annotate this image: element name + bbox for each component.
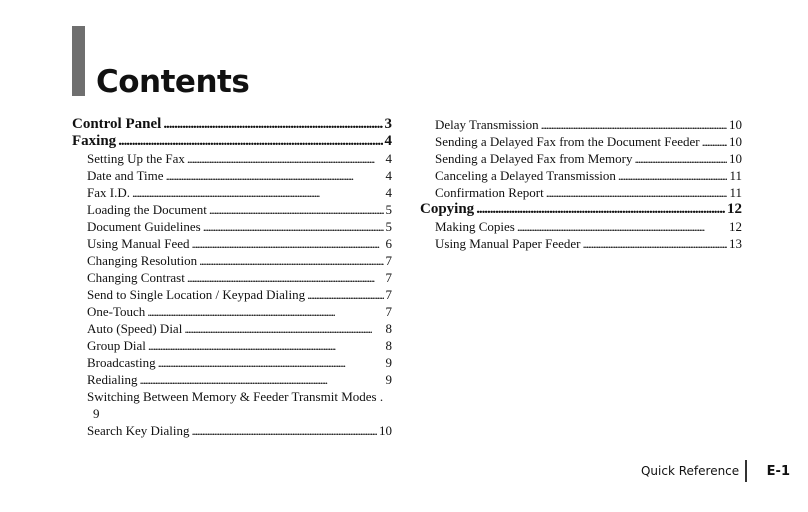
toc-entry[interactable]: [72, 303, 392, 320]
toc-entry-page: 9: [93, 406, 100, 421]
toc-dot-leader: [158, 354, 384, 371]
toc-entry-label: Redialing: [87, 372, 138, 387]
toc-entry-wrapped[interactable]: [72, 388, 392, 422]
toc-entry-label: Confirmation Report: [435, 185, 544, 200]
toc-dot-leader: [199, 252, 383, 269]
toc-entry[interactable]: [72, 354, 392, 371]
toc-dot-leader: [546, 184, 728, 201]
toc-entry[interactable]: [72, 201, 392, 218]
toc-entry-page: 10: [379, 423, 392, 438]
toc-entry-label: Canceling a Delayed Transmission: [435, 168, 616, 183]
toc-dot-leader: [583, 235, 728, 252]
toc-entry-page: 9: [385, 372, 392, 387]
toc-entry[interactable]: [72, 371, 392, 388]
toc-entry[interactable]: [420, 133, 742, 150]
toc-entry-page: 10: [729, 117, 742, 132]
toc-entry-label: Document Guidelines: [87, 219, 201, 234]
toc-dot-leader: [618, 167, 728, 184]
toc-entry[interactable]: [72, 286, 392, 303]
toc-right-list: [420, 116, 742, 252]
toc-entry-page: 8: [385, 338, 392, 353]
toc-entry-label: Search Key Dialing: [87, 423, 190, 438]
footer-divider: [745, 460, 747, 482]
toc-entry[interactable]: [72, 337, 392, 354]
footer-section-label: Quick Reference: [640, 464, 740, 478]
toc-entry[interactable]: [72, 150, 392, 167]
toc-entry-label: Changing Contrast: [87, 270, 185, 285]
toc-entry-page: 10: [729, 151, 742, 166]
toc-entry-page: 7: [385, 287, 392, 302]
toc-entry-label: Faxing: [72, 133, 117, 149]
toc-entry-label: Switching Between Memory & Feeder Transmit Modes .: [87, 389, 384, 404]
toc-entry-page: 4: [385, 151, 392, 166]
toc-entry-label: Making Copies: [435, 219, 515, 234]
toc-entry-label: Sending a Delayed Fax from the Document Feeder: [435, 134, 700, 149]
toc-entry-label: Fax I.D.: [87, 185, 130, 200]
toc-entry-page: 4: [385, 185, 392, 200]
toc-entry-label: Copying: [420, 201, 475, 217]
toc-entry-page: 4: [385, 168, 392, 183]
toc-entry[interactable]: [420, 235, 742, 252]
toc-dot-leader: [184, 320, 383, 337]
toc-dot-leader: [166, 167, 384, 184]
toc-entry-label: Date and Time: [87, 168, 164, 183]
toc-entry-page: 10: [729, 134, 742, 149]
toc-entry-label: Delay Transmission: [435, 117, 539, 132]
toc-entry-label: Sending a Delayed Fax from Memory: [435, 151, 633, 166]
toc-left-tail: [72, 422, 392, 439]
toc-entry-label: Auto (Speed) Dial: [87, 321, 183, 336]
toc-dot-leader: [187, 150, 384, 167]
toc-entry[interactable]: [420, 184, 742, 201]
toc-entry-page: 5: [385, 202, 392, 217]
toc-entry[interactable]: [420, 167, 742, 184]
toc-entry[interactable]: [72, 252, 392, 269]
toc-entry[interactable]: [72, 184, 392, 201]
toc-entry-page: 8: [385, 321, 392, 336]
toc-entry-page: 11: [729, 185, 742, 200]
toc-entry-page: 9: [385, 355, 392, 370]
toc-entry[interactable]: [420, 218, 742, 235]
page-title: Contents: [96, 64, 250, 100]
toc-entry-label: Loading the Document: [87, 202, 207, 217]
toc-entry-page: 12: [727, 201, 742, 217]
toc-dot-leader: [541, 116, 727, 133]
toc-entry-label: Broadcasting: [87, 355, 156, 370]
toc-section-entry[interactable]: [72, 116, 392, 133]
toc-entry-page: 3: [384, 116, 392, 132]
toc-entry[interactable]: [72, 320, 392, 337]
toc-dot-leader: [132, 184, 384, 201]
toc-entry-label: Changing Resolution: [87, 253, 198, 268]
toc-dot-leader: [187, 269, 384, 286]
toc-entry[interactable]: [72, 235, 392, 252]
toc-entry[interactable]: [420, 116, 742, 133]
page-footer: [641, 460, 790, 482]
footer-page-number: E-1: [766, 463, 790, 479]
toc-entry-label: Using Manual Paper Feeder: [435, 236, 581, 251]
toc-entry-label: One-Touch: [87, 304, 146, 319]
toc-entry-label: Send to Single Location / Keypad Dialing: [87, 287, 306, 302]
toc-dot-leader: [307, 286, 383, 303]
toc-section-entry[interactable]: [72, 133, 392, 150]
toc-entry-label: Using Manual Feed: [87, 236, 190, 251]
toc-dot-leader: [147, 303, 383, 320]
toc-entry-page: 5: [385, 219, 392, 234]
toc-section-entry[interactable]: [420, 201, 742, 218]
toc-dot-leader: [118, 133, 382, 150]
toc-left-list: [72, 116, 392, 388]
toc-dot-leader: [517, 218, 727, 235]
toc-dot-leader: [192, 422, 377, 439]
toc-entry[interactable]: [420, 150, 742, 167]
toc-entry-page: 12: [729, 219, 742, 234]
toc-entry-label: Setting Up the Fax: [87, 151, 185, 166]
toc-entry-page: 7: [385, 304, 392, 319]
title-accent-bar: [72, 26, 85, 96]
toc-dot-leader: [209, 201, 384, 218]
toc-entry[interactable]: [72, 218, 392, 235]
toc-entry-page: 6: [385, 236, 392, 251]
toc-entry[interactable]: [72, 269, 392, 286]
toc-entry[interactable]: [72, 167, 392, 184]
toc-left-column: [72, 116, 392, 439]
toc-dot-leader: [702, 133, 727, 150]
toc-dot-leader: [163, 116, 382, 133]
toc-entry-label: Control Panel: [72, 116, 162, 132]
toc-right-column: [420, 116, 742, 252]
toc-dot-leader: [148, 337, 384, 354]
toc-entry-page: 7: [385, 270, 392, 285]
toc-entry-label: Group Dial: [87, 338, 146, 353]
toc-entry-page: 7: [385, 253, 392, 268]
toc-entry-page: 13: [729, 236, 742, 251]
toc-entry[interactable]: [72, 422, 392, 439]
toc-dot-leader: [203, 218, 384, 235]
toc-dot-leader: [192, 235, 384, 252]
toc-entry-page: 4: [384, 133, 392, 149]
toc-dot-leader: [476, 201, 725, 218]
toc-dot-leader: [634, 150, 727, 167]
toc-dot-leader: [140, 371, 384, 388]
toc-entry-page: 11: [729, 168, 742, 183]
